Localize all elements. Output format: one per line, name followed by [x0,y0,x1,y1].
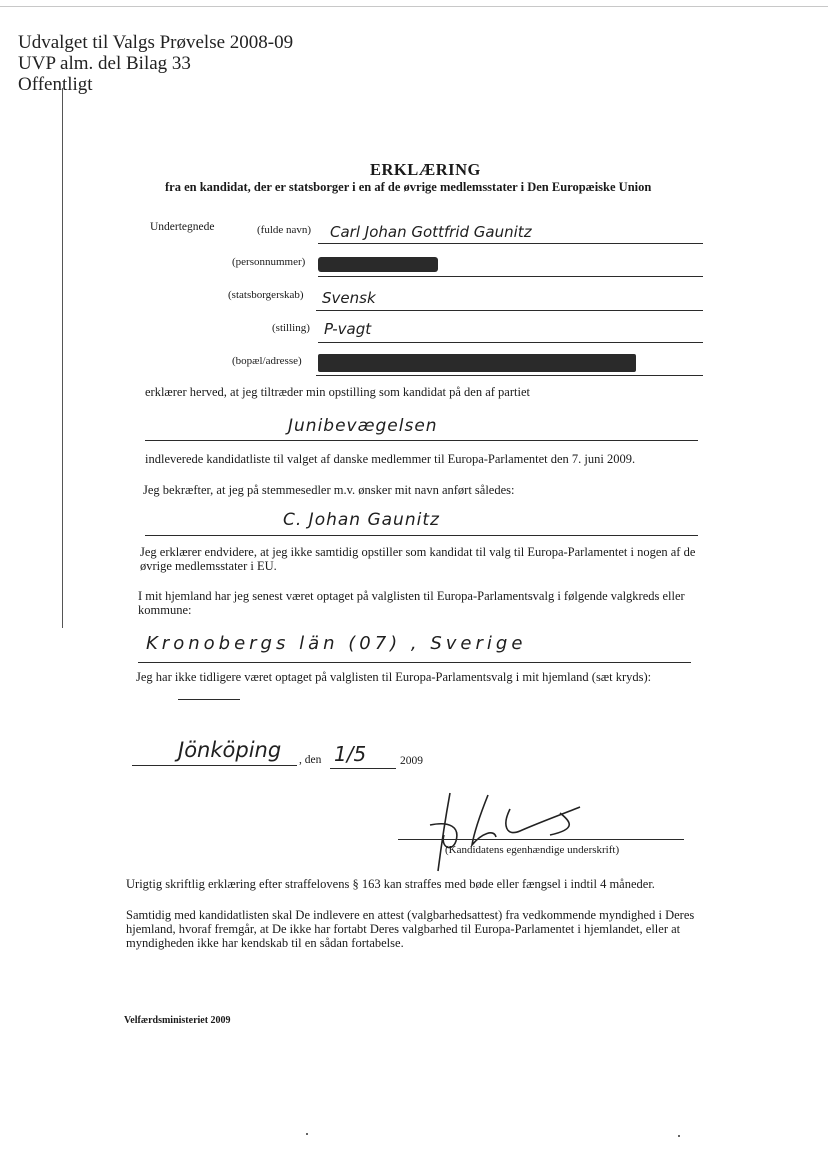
occupation-line [318,342,703,343]
personal-number-label: (personnummer) [232,256,306,268]
signature-line [398,839,684,840]
scan-speck [678,1135,680,1137]
full-name-value: Carl Johan Gottfrid Gaunitz [330,223,532,241]
constituency-line [138,662,691,663]
citizenship-line [316,310,703,311]
penalty-text: Urigtig skriftlig erklæring efter straffelovens § 163 kan straffes med bøde eller fængsel i indtil 4 måneder. [126,877,655,891]
form-subtitle: fra en kandidat, der er statsborger i en af de øvrige medlemsstater i Den Europæiske Union [165,180,652,194]
ballot-name-line [145,535,698,536]
address-redaction [318,354,636,372]
margin-line [62,88,63,628]
personal-number-redaction [318,257,438,272]
page-top-edge [0,6,828,7]
date-line [330,768,396,769]
scan-speck [306,1133,308,1135]
place-line [132,765,297,766]
date-prefix: , den [299,754,322,766]
committee-header: Udvalget til Valgs Prøvelse 2008-09 [18,32,294,53]
full-name-label: (fulde navn) [257,224,312,236]
citizenship-value: Svensk [322,289,376,307]
public-label: Offentligt [18,74,93,95]
declaration-text: erklærer herved, at jeg tiltræder min opstilling som kandidat på den af partiet [145,385,530,399]
address-label: (bopæl/adresse) [232,355,302,367]
party-line [145,440,698,441]
occupation-value: P-vagt [324,320,372,338]
home-registered-text: I mit hjemland har jeg senest været optaget på valglisten til Europa-Parlamentsvalg i følgende valgkreds eller kommune: [138,589,685,617]
appendix-header: UVP alm. del Bilag 33 [18,53,191,74]
citizenship-label: (statsborgerskab) [228,289,304,301]
year: 2009 [400,755,423,767]
undersigned-label: Undertegnede [150,221,215,233]
not-elsewhere-text: Jeg erklærer endvidere, at jeg ikke samtidig opstiller som kandidat til valg til Europa-Parlamentet i nogen af de øvrige medlemsstater i EU. [140,545,696,573]
ballot-name-text: Jeg bekræfter, at jeg på stemmesedler m.v. ønsker mit navn anført således: [143,483,515,497]
ballot-name-value: C. Johan Gaunitz [283,510,440,530]
full-name-line [318,243,703,244]
date-value: 1/5 [334,742,367,766]
checkbox-line [178,699,240,700]
attest-text: Samtidig med kandidatlisten skal De indlevere en attest (valgbarhedsattest) fra vedkommende myndighed i Deres hjemland, hvoraf fremgår, at De ikke har fortabt Deres valgbarhed til Europa-Parlamentet i hjemlandet, eller at myndigheden ikke har kendskab til en sådan fortabelse. [126,908,695,950]
occupation-label: (stilling) [272,322,310,334]
ministry-footer: Velfærdsministeriet 2009 [124,1015,231,1026]
party-value: Junibevægelsen [288,416,438,436]
place-value: Jönköping [178,738,282,762]
personal-number-line [318,276,703,277]
address-line [316,375,703,376]
never-registered-text: Jeg har ikke tidligere været optaget på valglisten til Europa-Parlamentsvalg i mit hjemland (sæt kryds): [136,670,652,684]
handwritten-signature [410,785,610,875]
form-title: ERKLÆRING [370,160,481,179]
signature-caption: (Kandidatens egenhændige underskrift) [445,844,620,856]
candidate-list-text: indleverede kandidatliste til valget af danske medlemmer til Europa-Parlamentet den 7. juni 2009. [145,452,636,466]
constituency-value: Kronobergs län (07) , Sverige [146,633,527,654]
